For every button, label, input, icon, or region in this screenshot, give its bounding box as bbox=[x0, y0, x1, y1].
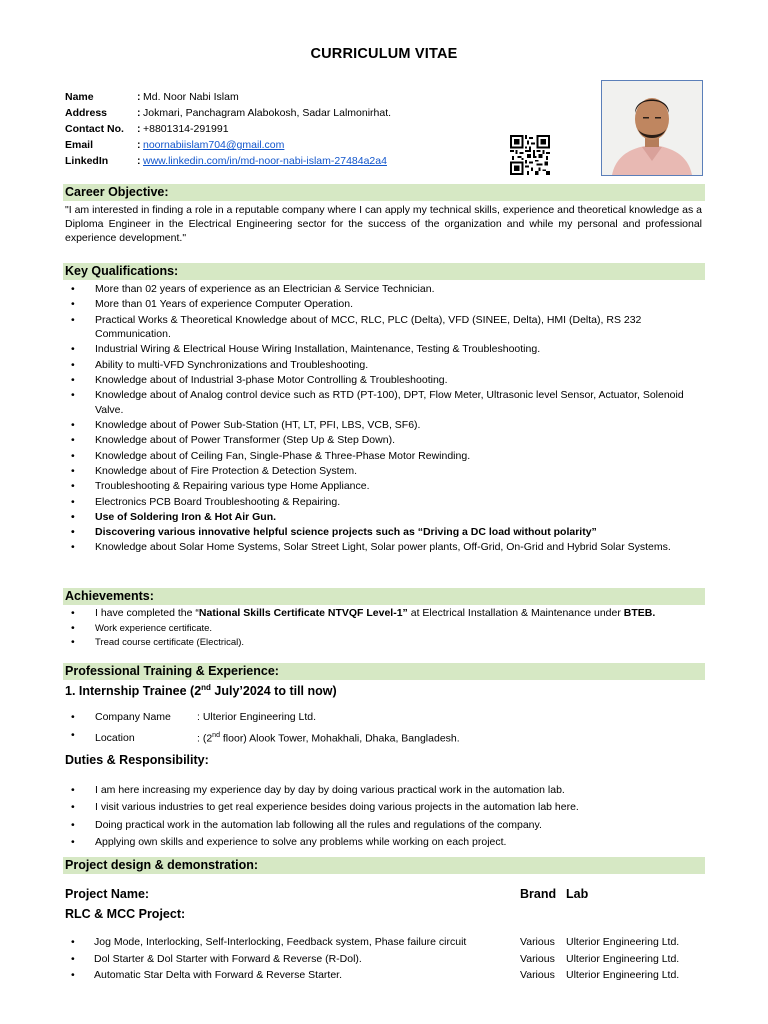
list-item: • Knowledge about of Analog control device such as RTD (PT-100), DPT, Flow Meter, Ultrasonic level Sensor, Actuator, Solenoid Valve. bbox=[65, 388, 705, 417]
list-item: • Knowledge about of Ceiling Fan, Single-Phase & Three-Phase Motor Rewinding. bbox=[65, 449, 705, 464]
info-label: Name bbox=[65, 91, 94, 103]
list-item: • Ability to multi-VFD Synchronizations and Troubleshooting. bbox=[65, 358, 705, 373]
info-label: Address bbox=[65, 107, 108, 119]
achievements-list bbox=[65, 606, 705, 621]
email-link[interactable]: noornabiislam704@gmail.com bbox=[143, 139, 285, 151]
list-item: • Troubleshooting & Repairing various type Home Appliance. bbox=[65, 479, 705, 494]
name-value: Md. Noor Nabi Islam bbox=[143, 91, 239, 103]
info-separator: : bbox=[137, 155, 141, 167]
list-item: • Work experience certificate. bbox=[65, 622, 705, 635]
section-professional-training: Professional Training & Experience: bbox=[63, 663, 705, 680]
list-item: • Practical Works & Theoretical Knowledge about of MCC, RLC, PLC (Delta), VFD (SINEE, Delta), HMI (Delta), RS 232 Communication. bbox=[65, 313, 705, 342]
list-item: • Knowledge about of Power Transformer (Step Up & Step Down). bbox=[65, 433, 705, 448]
project-row bbox=[65, 934, 705, 950]
duties-heading: Duties & Responsibility: bbox=[65, 753, 209, 767]
info-row-name bbox=[65, 89, 525, 105]
info-row-address bbox=[65, 105, 525, 121]
project-lab: Ulterior Engineering Ltd. bbox=[566, 969, 680, 981]
info-label: Contact No. bbox=[65, 123, 124, 135]
text-run: : (2 bbox=[197, 732, 213, 745]
text-run: floor) Alook Tower, Mohakhali, Dhaka, Bangladesh. bbox=[219, 732, 460, 745]
list-item: • Industrial Wiring & Electrical House Wiring Installation, Maintenance, Testing & Troubleshooting. bbox=[65, 342, 705, 357]
info-row-linkedin bbox=[65, 153, 525, 169]
text-run: I have completed the “ bbox=[95, 607, 199, 619]
internship-title bbox=[65, 683, 337, 698]
location-row bbox=[65, 727, 705, 748]
list-item: • Knowledge about Solar Home Systems, Solar Street Light, Solar power plants, Off-Grid, On-Grid and Hybrid Solar Systems. bbox=[65, 540, 705, 555]
project-brand: Various bbox=[520, 969, 555, 981]
profile-photo bbox=[601, 80, 703, 176]
project-name: Dol Starter & Dol Starter with Forward & Reverse (R-Dol). bbox=[94, 953, 362, 965]
info-label: Email bbox=[65, 139, 94, 151]
location-label: Location bbox=[95, 732, 135, 745]
list-item: • I am here increasing my experience day by day by doing various practical work in the automation lab. bbox=[65, 782, 705, 799]
qualifications-list bbox=[65, 282, 705, 556]
info-separator: : bbox=[137, 107, 141, 119]
list-item: • Tread course certificate (Electrical). bbox=[65, 636, 705, 649]
achievements-sub-list bbox=[65, 622, 705, 650]
text-run: 1. Internship Trainee (2 bbox=[65, 684, 202, 699]
list-item: • Knowledge about of Industrial 3-phase Motor Controlling & Troubleshooting. bbox=[65, 373, 705, 388]
portrait-image bbox=[602, 81, 702, 175]
brand-header: Brand bbox=[520, 887, 557, 901]
section-achievements: Achievements: bbox=[63, 588, 705, 605]
project-group-title: RLC & MCC Project: bbox=[65, 907, 186, 921]
section-project-design: Project design & demonstration: bbox=[63, 857, 705, 874]
superscript: nd bbox=[212, 731, 220, 739]
contact-value: +8801314-291991 bbox=[143, 123, 229, 135]
bullet: • bbox=[71, 936, 75, 948]
lab-header: Lab bbox=[566, 887, 589, 901]
project-name: Jog Mode, Interlocking, Self-Interlocking, Feedback system, Phase failure circuit bbox=[94, 936, 467, 948]
address-value: Jokmari, Panchagram Alabokosh, Sadar Lalmonirhat. bbox=[143, 107, 392, 119]
info-row-contact bbox=[65, 121, 525, 137]
linkedin-link[interactable]: www.linkedin.com/in/md-noor-nabi-islam-27484a2a4 bbox=[143, 155, 387, 167]
info-row-email bbox=[65, 137, 525, 153]
list-item: • Knowledge about of Power Sub-Station (HT, LT, PFI, LBS, VCB, SF6). bbox=[65, 418, 705, 433]
personal-info bbox=[65, 89, 525, 169]
project-lab: Ulterior Engineering Ltd. bbox=[566, 953, 680, 965]
bullet: • bbox=[71, 969, 75, 981]
list-item bbox=[65, 606, 705, 621]
project-brand: Various bbox=[520, 953, 555, 965]
list-item: • Discovering various innovative helpful science projects such as “Driving a DC load without polarity” bbox=[65, 525, 705, 540]
section-key-qualifications: Key Qualifications: bbox=[63, 263, 705, 280]
text-run: July’2024 to till now) bbox=[210, 684, 337, 699]
list-item: • More than 02 years of experience as an Electrician & Service Technician. bbox=[65, 282, 705, 297]
text-run-bold: National Skills Certificate NTVQF Level-1” bbox=[198, 607, 408, 619]
company-label: Company Name bbox=[95, 711, 171, 723]
company-value: : Ulterior Engineering Ltd. bbox=[197, 711, 317, 723]
list-item: • Applying own skills and experience to solve any problems while working on each project. bbox=[65, 834, 705, 851]
qr-code-icon bbox=[510, 135, 550, 175]
project-row bbox=[65, 967, 705, 983]
section-career-objective: Career Objective: bbox=[63, 184, 705, 201]
info-separator: : bbox=[137, 123, 141, 135]
list-item: • I visit various industries to get real experience besides doing various projects in the automation lab here. bbox=[65, 799, 705, 816]
project-row bbox=[65, 951, 705, 967]
internship-details bbox=[65, 709, 705, 748]
list-item: • More than 01 Years of experience Computer Operation. bbox=[65, 297, 705, 312]
project-lab: Ulterior Engineering Ltd. bbox=[566, 936, 680, 948]
superscript: nd bbox=[201, 683, 211, 692]
project-name-header: Project Name: bbox=[65, 887, 150, 901]
list-item: • Use of Soldering Iron & Hot Air Gun. bbox=[65, 510, 705, 525]
duties-list bbox=[65, 782, 705, 851]
project-brand: Various bbox=[520, 936, 555, 948]
list-item: • Knowledge about of Fire Protection & Detection System. bbox=[65, 464, 705, 479]
document-title: CURRICULUM VITAE bbox=[310, 46, 458, 62]
bullet: • bbox=[71, 953, 75, 965]
career-objective-text: "I am interested in finding a role in a reputable company where I can apply my technical skills, experience and theoretical knowledge as a Diploma Engineer in the Electrical Engineering sector for the success of the organization and while my personal and professional experience development." bbox=[65, 204, 702, 244]
info-separator: : bbox=[137, 139, 141, 151]
project-name: Automatic Star Delta with Forward & Reverse Starter. bbox=[94, 969, 343, 981]
list-item: • Electronics PCB Board Troubleshooting & Repairing. bbox=[65, 495, 705, 510]
info-separator: : bbox=[137, 91, 141, 103]
list-item: • Doing practical work in the automation lab following all the rules and regulations of the company. bbox=[65, 817, 705, 834]
text-run: at Electrical Installation & Maintenance under bbox=[407, 607, 624, 619]
info-label: LinkedIn bbox=[65, 155, 109, 167]
company-row bbox=[65, 709, 705, 726]
text-run-bold: BTEB. bbox=[623, 607, 656, 619]
